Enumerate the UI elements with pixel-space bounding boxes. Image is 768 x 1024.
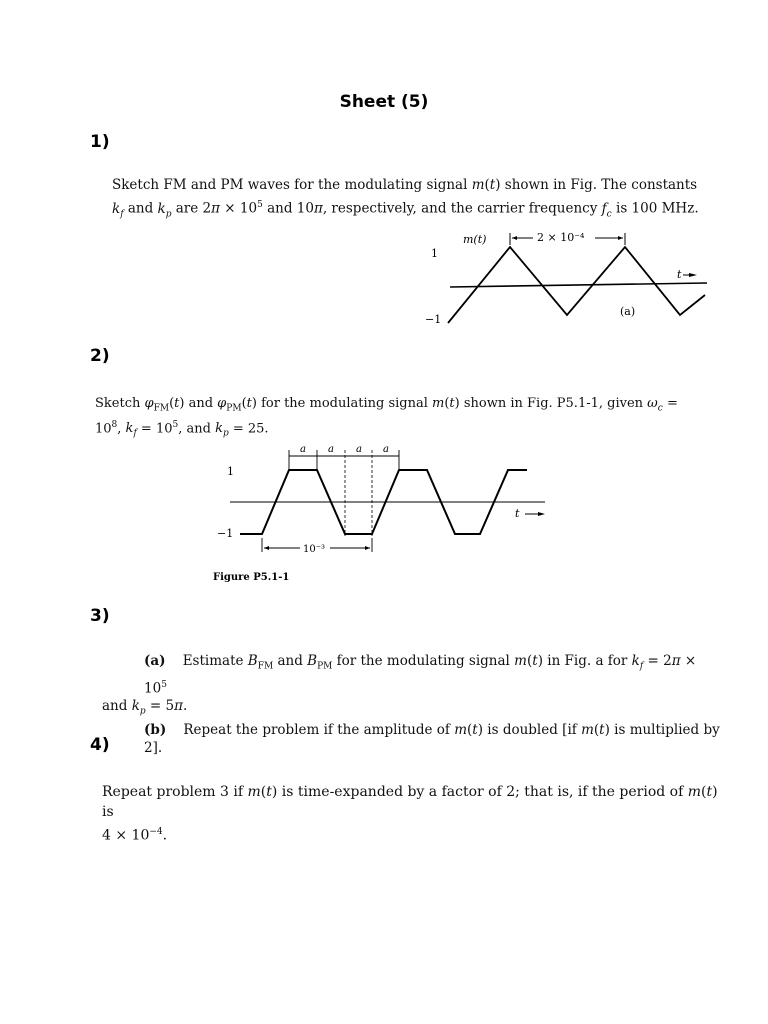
figure-2-ymin: −1 <box>217 527 234 540</box>
figure-1-ymax: 1 <box>431 247 438 260</box>
figure-2-a-label-3: a <box>356 444 362 455</box>
question-2-line-2: $10^8$, $k_f = 10^5$, and $k_p = 25$. <box>95 419 269 439</box>
question-1-number: 1) <box>90 132 110 152</box>
question-1-text <box>112 175 712 224</box>
figure-1-period-label: 2 × 10⁻⁴ <box>537 231 585 244</box>
figure-1-ymin: −1 <box>425 313 442 326</box>
figure-2-caption: Figure P5.1-1 <box>213 572 290 583</box>
figure-1-signal-label: m(t) <box>463 233 487 246</box>
question-4-line-2: $4 \times 10^{-4}$. <box>102 827 168 844</box>
figure-2-a-label-1: a <box>300 444 306 455</box>
question-3-text <box>102 652 722 757</box>
figure-2-ymax: 1 <box>227 465 234 478</box>
question-3-part-b: (b) Repeat the problem if the amplitude of m(t) is doubled [if m(t) is multiplied by 2]. <box>144 721 720 756</box>
question-2-number: 2) <box>90 346 110 366</box>
question-1-line-1: Sketch FM and PM waves for the modulating signal m(t) shown in Fig. The constants <box>112 177 698 193</box>
figure-2-a-label-2: a <box>328 444 334 455</box>
question-1-line-2: $k_f$ and $k_p$ are $2\pi \times 10^5$ and 10π, respectively, and the carrier frequency $f_c$ is 100 MHz. <box>112 200 699 220</box>
question-3-part-a: (a) Estimate $B_{FM}$ and $B_{PM}$ for the modulating signal m(t) in Fig. a for $k_f = 2\pi \times 10^5$ <box>144 653 697 697</box>
question-2-line-1: Sketch $\varphi_{FM}(t)$ and $\varphi_{PM}(t)$ for the modulating signal m(t) shown in Fig. P5.1-1, given $\omega_c$ = <box>95 396 678 414</box>
sheet-title: Sheet (5) <box>339 92 429 112</box>
question-2-text <box>95 396 725 442</box>
figure-2-time-label: t <box>515 507 520 520</box>
question-3-number: 3) <box>90 606 110 626</box>
figure-2-trapezoid-wave <box>205 440 555 590</box>
question-4-text <box>102 782 722 846</box>
question-4-line-1: Repeat problem 3 if m(t) is time-expanded by a factor of 2; that is, if the period of m(t) is <box>102 784 718 820</box>
figure-1-caption: (a) <box>620 305 636 318</box>
question-4-number: 4) <box>90 735 110 755</box>
figure-2-a-label-4: a <box>383 444 389 455</box>
figure-1-triangle-wave <box>415 225 720 330</box>
figure-2-period-label: 10⁻³ <box>303 544 326 555</box>
question-3-part-a-cont: and $k_p = 5\pi$. <box>102 698 188 717</box>
figure-1-time-label: t <box>677 268 682 281</box>
